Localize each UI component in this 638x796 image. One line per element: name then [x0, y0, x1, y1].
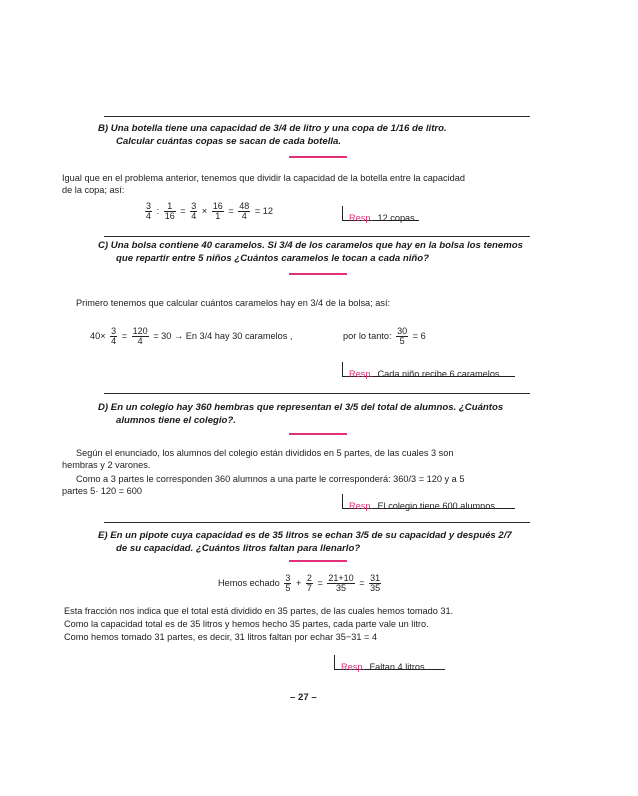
section-b-response — [349, 208, 415, 226]
fraction: $\frac{31}{35}$ — [370, 573, 381, 593]
response-label: Resp. — [349, 501, 374, 511]
section-d-paragraph1-line1: Según el enunciado, los alumnos del colegio están divididos en 5 partes, de las cuales 3 son — [76, 448, 454, 458]
section-e-pink-underline — [289, 560, 347, 562]
section-e-paragraph2: Como la capacidad total es de 35 litros y hemos hecho 35 partes, cada parte vale un litro. — [64, 619, 429, 629]
section-c-equation-right: por lo tanto: $\frac{30}{5}$ = 6 — [343, 326, 426, 346]
section-d-paragraph1-line2: hembras y 2 varones. — [62, 460, 151, 470]
response-label: Resp. — [349, 369, 374, 379]
fraction: $\frac{3}{4}$ — [111, 326, 117, 346]
section-e-question-line1: E) En un pipote cuya capacidad es de 35 litros se echan 3/5 de su capacidad y después 2/7 — [98, 530, 512, 541]
section-d-paragraph2-line1: Como a 3 partes le corresponden 360 alumnos a una parte le corresponderá: 360/3 = 120 y a 5 — [76, 474, 465, 484]
section-c-question-line2: que repartir entre 5 niños ¿Cuántos caramelos le tocan a cada niño? — [116, 253, 429, 264]
section-e-question-line2: de su capacidad. ¿Cuántos litros faltan para llenarlo? — [116, 543, 361, 554]
section-c-response — [349, 364, 500, 382]
fraction: $\frac{3}{5}$ — [285, 573, 291, 593]
section-c-equation: 40× $\frac{3}{4}$ = $\frac{120}{4}$ = 30 → En 3/4 hay 30 caramelos , — [90, 326, 293, 346]
section-c-top-rule — [104, 236, 530, 237]
response-label: Resp. — [341, 662, 366, 672]
section-e-paragraph3: Como hemos tomado 31 partes, es decir, 31 litros faltan por echar 35−31 = 4 — [64, 632, 378, 642]
response-label: Resp. — [349, 213, 374, 223]
section-e-equation: Hemos echado $\frac{3}{5}$ + $\frac{2}{7}$ = $\frac{21+10}{35}$ = $\frac{31}{35}$ — [218, 573, 381, 593]
section-d-pink-underline — [289, 433, 347, 435]
fraction: $\frac{48}{4}$ — [239, 201, 250, 221]
section-b-intro-line1: Igual que en el problema anterior, tenemos que dividir la capacidad de la botella entre la capacidad — [62, 173, 465, 183]
section-b-question-line1: B) Una botella tiene una capacidad de 3/4 de litro y una copa de 1/16 de litro. — [98, 123, 447, 134]
section-d-response — [349, 496, 495, 514]
section-e-response — [341, 657, 425, 675]
section-d-paragraph2-line2: partes 5· 120 = 600 — [62, 486, 142, 496]
response-text: El colegio tiene 600 alumnos — [377, 501, 495, 511]
section-e-top-rule — [104, 522, 530, 523]
fraction: $\frac{3}{4}$ — [191, 201, 197, 221]
fraction: $\frac{2}{7}$ — [306, 573, 312, 593]
section-b-question-line2: Calcular cuántas copas se sacan de cada botella. — [116, 136, 342, 147]
fraction: $\frac{21+10}{35}$ — [328, 573, 354, 593]
section-c-intro: Primero tenemos que calcular cuántos caramelos hay en 3/4 de la bolsa; así: — [76, 298, 391, 308]
fraction: $\frac{30}{5}$ — [397, 326, 408, 346]
section-d-question-line2: alumnos tiene el colegio?. — [116, 415, 236, 426]
section-b-pink-underline — [289, 156, 347, 158]
fraction: $\frac{120}{4}$ — [132, 326, 148, 346]
section-c-question-line1: C) Una bolsa contiene 40 caramelos. Si 3/4 de los caramelos que hay en la bolsa los tenemos — [98, 240, 523, 251]
page-number: – 27 – — [290, 692, 317, 703]
fraction: $\frac{1}{16}$ — [164, 201, 175, 221]
fraction: $\frac{16}{1}$ — [212, 201, 223, 221]
section-d-question-line1: D) En un colegio hay 360 hembras que representan el 3/5 del total de alumnos. ¿Cuántos — [98, 402, 504, 413]
section-b-top-rule — [104, 116, 530, 117]
section-b-intro-line2: de la copa; así: — [62, 185, 125, 195]
response-text: Faltan 4 litros — [369, 662, 425, 672]
section-d-top-rule — [104, 393, 530, 394]
fraction: $\frac{3}{4}$ — [146, 201, 152, 221]
response-text: 12 copas — [377, 213, 415, 223]
section-e-paragraph1: Esta fracción nos indica que el total está dividido en 35 partes, de las cuales hemos tomado 31. — [64, 606, 454, 616]
section-b-equation: $\frac{3}{4}$ : $\frac{1}{16}$ = $\frac{3}{4}$ × $\frac{16}{1}$ = $\frac{48}{4}$ = 12 — [146, 201, 273, 221]
section-c-pink-underline — [289, 273, 347, 275]
response-text: Cada niño recibe 6 caramelos — [377, 369, 500, 379]
